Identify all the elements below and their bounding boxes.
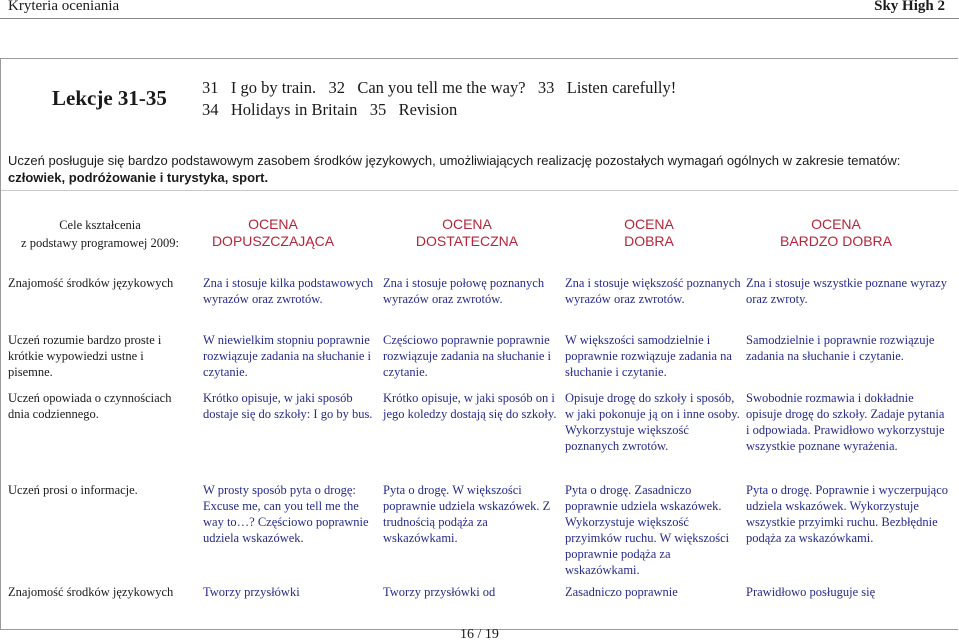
- row-goal-vocabulary-2: Znajomość środków językowych: [8, 585, 174, 599]
- cell-bardzo-dobra: Swobodnie rozmawia i dokładnie opisuje drogę do szkoły. Zadaje pytania i odpowiada. Prawidłowo wykorzystuje wszystkie poznane wyrażenia.: [746, 391, 945, 453]
- cell-dobra: Zna i stosuje większość poznanych wyrazów oraz zwrotów.: [565, 276, 741, 306]
- cell-dobra: Opisuje drogę do szkoły i sposób, w jaki pokonuje ją on i inne osoby. Wykorzystuje większość poznanych zwrotów.: [565, 391, 740, 453]
- row-goal-daily-activities: Uczeń opowiada o czynnościach dnia codziennego.: [8, 391, 172, 421]
- grade-header-dostateczna: [377, 216, 557, 250]
- intro-topics: człowiek, podróżowanie i turystyka, sport.: [8, 170, 269, 185]
- cell-bardzo-dobra: Pyta o drogę. Poprawnie i wyczerpująco udziela wskazówek. Wykorzystuje wszystkie przyimki ruchu. Bezbłędnie podąża za wskazówkami.: [746, 483, 949, 545]
- row-goal-asking-info: Uczeń prosi o informacje.: [8, 483, 138, 497]
- cell-dopuszczajaca: Zna i stosuje kilka podstawowych wyrazów oraz zwrotów.: [203, 276, 374, 306]
- cell-bardzo-dobra: Samodzielnie i poprawnie rozwiązuje zadania na słuchanie i czytanie.: [746, 333, 935, 363]
- cell-dostateczna: Krótko opisuje, w jaki sposób on i jego koledzy dostają się do szkoły.: [383, 391, 557, 421]
- cell-dopuszczajaca: Krótko opisuje, w jaki sposób dostaje się do szkoły: I go by bus.: [203, 391, 373, 421]
- grade-name: BARDZO DOBRA: [779, 233, 892, 249]
- document-title: Kryteria oceniania: [8, 0, 120, 14]
- lessons-list: [202, 77, 676, 121]
- grade-header-dopuszczajaca: [183, 216, 363, 250]
- grade-header-bardzo-dobra: [746, 216, 926, 250]
- cell-dostateczna: Pyta o drogę. W większości poprawnie udziela wskazówek. Z trudnością podąża za wskazówkami.: [383, 483, 551, 545]
- row-goal-vocabulary: Znajomość środków językowych: [8, 276, 174, 290]
- column-header-goals: [10, 216, 190, 252]
- intro-paragraph: [8, 152, 952, 186]
- goals-subtitle: z podstawy programowej 2009:: [21, 236, 179, 250]
- cell-dopuszczajaca: W prosty sposób pyta o drogę: Excuse me, can you tell me the way to…? Częściowo poprawnie udziela wskazówek.: [203, 483, 369, 545]
- cell-bardzo-dobra: Zna i stosuje wszystkie poznane wyrazy oraz zwroty.: [746, 276, 947, 306]
- cell-dopuszczajaca: Tworzy przysłówki: [203, 585, 300, 599]
- cell-dopuszczajaca: W niewielkim stopniu poprawnie rozwiązuje zadania na słuchanie i czytanie.: [203, 333, 371, 379]
- textbook-title: Sky High 2: [874, 0, 945, 14]
- lessons-label: Lekcje 31-35: [52, 86, 167, 110]
- lessons-line-2: 34 Holidays in Britain 35 Revision: [202, 100, 458, 119]
- grade-label: OCENA: [811, 216, 861, 232]
- grade-name: DOBRA: [624, 233, 674, 249]
- lessons-line-1: 31 I go by train. 32 Can you tell me the way? 33 Listen carefully!: [202, 78, 677, 97]
- grade-name: DOPUSZCZAJĄCA: [211, 233, 335, 249]
- cell-bardzo-dobra: Prawidłowo posługuje się: [746, 585, 876, 599]
- header-divider: [0, 18, 959, 19]
- grade-label: OCENA: [442, 216, 492, 232]
- cell-dobra: Pyta o drogę. Zasadniczo poprawnie udziela wskazówek. Wykorzystuje większość przyimków ruchu. W większości poprawnie podąża za wskazówkami.: [565, 483, 730, 577]
- goals-title: Cele kształcenia: [59, 218, 141, 232]
- cell-dostateczna: Częściowo poprawnie poprawnie rozwiązuje zadania na słuchanie i czytanie.: [383, 333, 551, 379]
- grade-label: OCENA: [624, 216, 674, 232]
- grade-label: OCENA: [248, 216, 298, 232]
- intro-text: Uczeń posługuje się bardzo podstawowym zasobem środków językowych, umożliwiających realizację pozostałych wymagań ogólnych w zakresie tematów:: [8, 153, 901, 168]
- page-number: 16 / 19: [460, 627, 499, 642]
- grade-header-dobra: [559, 216, 739, 250]
- cell-dostateczna: Tworzy przysłówki od: [383, 585, 496, 599]
- cell-dobra: W większości samodzielnie i poprawnie rozwiązuje zadania na słuchanie i czytanie.: [565, 333, 732, 379]
- grade-name: DOSTATECZNA: [415, 233, 519, 249]
- cell-dobra: Zasadniczo poprawnie: [565, 585, 678, 599]
- table-divider: [1, 190, 958, 191]
- row-goal-comprehension: Uczeń rozumie bardzo proste i krótkie wypowiedzi ustne i pisemne.: [8, 333, 162, 379]
- cell-dostateczna: Zna i stosuje połowę poznanych wyrazów oraz zwrotów.: [383, 276, 545, 306]
